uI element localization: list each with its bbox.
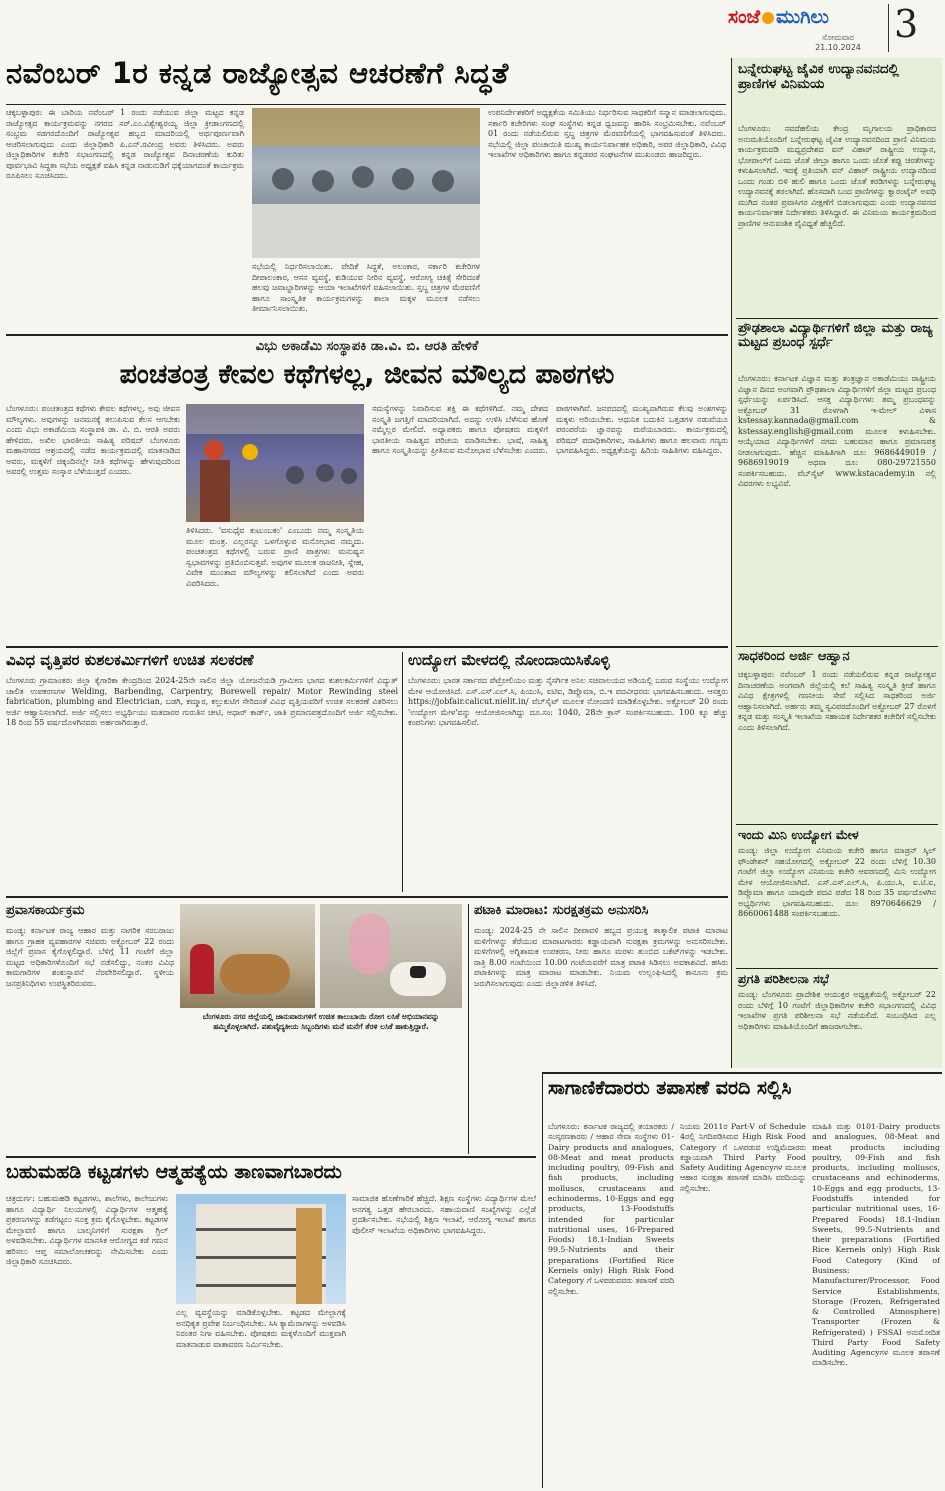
- building-photo: [176, 1194, 346, 1304]
- tour-body: ಮಂಡ್ಯ: ಕರ್ನಾಟಕ ರಾಜ್ಯ ಆಹಾರ ಮತ್ತು ನಾಗರಿಕ ಸರಬರಾಜು ಹಾಗೂ ಗ್ರಾಹಕ ವ್ಯವಹಾರಗಳ ಸಚಿವರು ಅಕ್ಟೋಬರ್ 22 ರಂದು ಜಿಲ್ಲೆಗೆ ಪ್ರವಾಸ ಕೈಗೊಳ್ಳಲಿದ್ದಾರೆ. ಬೆಳಿಗ್ಗೆ 11 ಗಂಟೆಗೆ ಜಿಲ್ಲಾ ಮಟ್ಟದ ಅಧಿಕಾರಿಗಳೊಂದಿಗೆ ಸಭೆ ನಡೆಸಲಿದ್ದು, ನಂತರ ವಿವಿಧ ಕಾಮಗಾರಿಗಳ ಶಂಕುಸ್ಥಾಪನೆ ನೆರವೇರಿಸಲಿದ್ದಾರೆ. ಸ್ಥಳೀಯ ಜನಪ್ರತಿನಿಧಿಗಳು ಉಪಸ್ಥಿತರಿರುವರು.: [6, 926, 174, 988]
- training-body: ಬೆಂಗಳೂರು ಗ್ರಾಮಾಂತರ: ಜಿಲ್ಲಾ ಕೈಗಾರಿಕಾ ಕೇಂದ್ರದಿಂದ 2024-25ನೇ ಸಾಲಿನ ಜಿಲ್ಲಾ ಯೋಜನೆಯಡಿ ಗ್ರಾಮೀಣ ಭಾಗದ ಕುಶಲಕರ್ಮಿಗಳಿಗೆ ವಿದ್ಯುತ್ ಚಾಲಿತ ಉಪಕರಣಗಳ Welding, Barbending, Carpentry, Borewell repair/ Motor Rewinding steel fabrication, plumbing and Electrician, ಬಡಗಿ, ಕಮ್ಮಾರ, ಕಲ್ಲುಕುಟಿಗ ಸೇರಿದಂತೆ ವಿವಿಧ ವೃತ್ತಿಯವರಿಗೆ ಉಚಿತ ಸಲಕರಣೆ ವಿತರಿಸಲು ಅರ್ಜಿ ಆಹ್ವಾನಿಸಲಾಗಿದೆ. ಅರ್ಜಿ ಸಲ್ಲಿಸಲು ಅಭ್ಯರ್ಥಿಯು ಮತದಾರರ ಗುರುತಿನ ಚೀಟಿ, ಆಧಾರ್ ಕಾರ್ಡ್, ಜಾತಿ ಪ್ರಮಾಣಪತ್ರದೊಂದಿಗೆ ಅರ್ಜಿ ಸಲ್ಲಿಸಬೇಕು. 18 ರಿಂದ 55 ವರ್ಷದೊಳಗಿನವರು ಅರ್ಹರಾಗಿರುತ್ತಾರೆ.: [6, 676, 398, 728]
- essay-body: ಬೆಂಗಳೂರು: ಕರ್ನಾಟಕ ವಿಜ್ಞಾನ ಮತ್ತು ತಂತ್ರಜ್ಞಾನ ಅಕಾಡೆಮಿಯು ರಾಷ್ಟ್ರೀಯ ವಿಜ್ಞಾನ ದಿನದ ಅಂಗವಾಗಿ ಪ್ರೌಢಶಾಲಾ ವಿದ್ಯಾರ್ಥಿಗಳಿಗೆ ಜಿಲ್ಲಾ ಮಟ್ಟದ ಪ್ರಬಂಧ ಸ್ಪರ್ಧೆಯನ್ನು ಏರ್ಪಡಿಸಿದೆ. ಆಸಕ್ತ ವಿದ್ಯಾರ್ಥಿಗಳು ತಮ್ಮ ಪ್ರಬಂಧವನ್ನು ಅಕ್ಟೋಬರ್ 31 ರೊಳಗಾಗಿ ಇ-ಮೇಲ್ ವಿಳಾಸ kstessay.kannada@gmail.com & kstessay.english@gmail.com ಮೂಲಕ ಕಳುಹಿಸಬೇಕು. ಆಯ್ಕೆಯಾದ ವಿದ್ಯಾರ್ಥಿಗಳಿಗೆ ನಗದು ಬಹುಮಾನ ಹಾಗೂ ಪ್ರಮಾಣಪತ್ರ ನೀಡಲಾಗುವುದು. ಹೆಚ್ಚಿನ ಮಾಹಿತಿಗಾಗಿ ದೂ: 9686449019 / 9686919019 ಅಥವಾ ದೂ: 080-29721550 ಸಂಪರ್ಕಿಸಬಹುದು. ವೆಬ್‌ಸೈಟ್ www.kstacademy.in ನಲ್ಲಿ ವಿವರಗಳು ಲಭ್ಯವಿವೆ.: [738, 374, 936, 489]
- tour-headline: ಪ್ರವಾಸಕಾರ್ಯಕ್ರಮ: [6, 904, 85, 918]
- progress-headline: ಪ್ರಗತಿ ಪರಿಶೀಲನಾ ಸಭೆ: [738, 972, 829, 986]
- vaccination-photo-right: [320, 904, 462, 1008]
- buildings-col2: ಎಲ್ಲ ವ್ಯವಸ್ಥೆಯನ್ನು ಮಾಡಿಕೊಳ್ಳಬೇಕು. ಕಟ್ಟಡದ ಮೇಲ್ಭಾಗಕ್ಕೆ ಅನಧಿಕೃತ ಪ್ರವೇಶ ನಿರ್ಬಂಧಿಸಬೇಕು. ಸಿಸಿ ಕ್ಯಾಮೆರಾಗಳನ್ನು ಅಳವಡಿಸಿ ನಿರಂತರ ನಿಗಾ ವಹಿಸಬೇಕು. ಪೋಷಕರು ಮಕ್ಕಳೊಂದಿಗೆ ಮುಕ್ತವಾಗಿ ಮಾತನಾಡುವ ವಾತಾವರಣ ನಿರ್ಮಿಸಬೇಕು.: [176, 1308, 346, 1349]
- progress-body: ಮಂಡ್ಯ: ಬೆಂಗಳೂರು ಪ್ರಾದೇಶಿಕ ಆಯುಕ್ತರ ಅಧ್ಯಕ್ಷತೆಯಲ್ಲಿ ಅಕ್ಟೋಬರ್ 22 ರಂದು ಬೆಳಿಗ್ಗೆ 10 ಗಂಟೆಗೆ ಜಿಲ್ಲಾಧಿಕಾರಿಗಳ ಕಚೇರಿ ಸಭಾಂಗಣದಲ್ಲಿ ವಿವಿಧ ಇಲಾಖೆಗಳ ಪ್ರಗತಿ ಪರಿಶೀಲನಾ ಸಭೆ ನಡೆಯಲಿದೆ. ಸಂಬಂಧಿಸಿದ ಎಲ್ಲ ಅಧಿಕಾರಿಗಳು ಮಾಹಿತಿಯೊಂದಿಗೆ ಹಾಜರಾಗಬೇಕು.: [738, 990, 936, 1031]
- essay-headline: ಪ್ರೌಢಶಾಲಾ ವಿದ್ಯಾರ್ಥಿಗಳಿಗೆ ಜಿಲ್ಲಾ ಮತ್ತು ರಾಜ್ಯ ಮಟ್ಟದ ಪ್ರಬಂಧ ಸ್ಪರ್ಧೆ: [738, 322, 933, 351]
- masthead: [728, 4, 940, 54]
- page-number: 3: [894, 2, 919, 46]
- second-col3: ಸಮಸ್ಯೆಗಳನ್ನು ನಿವಾರಿಸುವ ಶಕ್ತಿ ಈ ಕಥೆಗಳಿಗಿದೆ. ನಮ್ಮ ದೇಶದ ಸಂಸ್ಕೃತಿ ಜಗತ್ತಿಗೆ ಮಾದರಿಯಾಗಿದೆ. ಅದನ್ನು ಉಳಿಸಿ ಬೆಳೆಸುವ ಹೊಣೆ ನಮ್ಮೆಲ್ಲರ ಮೇಲಿದೆ. ಅಧ್ಯಾಪಕರು ಹಾಗೂ ಪೋಷಕರು ಮಕ್ಕಳಿಗೆ ಭಾರತೀಯ ಸಾಹಿತ್ಯದ ಪರಿಚಯ ಮಾಡಿಸಬೇಕು. ಭಾಷೆ, ಸಾಹಿತ್ಯ ಹಾಗೂ ಸಂಸ್ಕೃತಿಯನ್ನು ಪ್ರೀತಿಸುವ ಮನೋಭಾವ ಬೆಳೆಸಬೇಕು ಎಂದರು.: [372, 404, 548, 456]
- lead-meeting-photo: [252, 108, 480, 258]
- crackers-body: ಮಂಡ್ಯ: 2024-25 ನೇ ಸಾಲಿನ ದೀಪಾವಳಿ ಹಬ್ಬದ ಪ್ರಯುಕ್ತ ತಾತ್ಕಾಲಿಕ ಪಟಾಕಿ ಮಾರಾಟ ಮಳಿಗೆಗಳನ್ನು ತೆರೆಯುವ ಮಾರಾಟಗಾರರು ಕಡ್ಡಾಯವಾಗಿ ಸುರಕ್ಷತಾ ಕ್ರಮಗಳನ್ನು ಅನುಸರಿಸಬೇಕು. ಮಳಿಗೆಗಳಲ್ಲಿ ಅಗ್ನಿಶಾಮಕ ಉಪಕರಣ, ನೀರು ಹಾಗೂ ಮರಳು ತುಂಬಿದ ಬಕೆಟ್‌ಗಳನ್ನು ಇಡಬೇಕು. ರಾತ್ರಿ 8.00 ಗಂಟೆಯಿಂದ 10.00 ಗಂಟೆಯವರೆಗೆ ಮಾತ್ರ ಪಟಾಕಿ ಸಿಡಿಸಲು ಅವಕಾಶವಿದೆ. ಹಸಿರು ಪಟಾಕಿಗಳನ್ನು ಮಾತ್ರ ಮಾರಾಟ ಮಾಡಬೇಕು. ನಿಯಮ ಉಲ್ಲಂಘಿಸಿದಲ್ಲಿ ಕಾನೂನು ಕ್ರಮ ಜರುಗಿಸಲಾಗುವುದು ಎಂದು ಜಿಲ್ಲಾಡಳಿತ ತಿಳಿಸಿದೆ.: [474, 926, 728, 988]
- food-col3: ಮಾಹಿತಿ ಮತ್ತು 0101-Dairy products and analogues, 08-Meat and meat products including poultry, 09-Fish and fish products, including molluscs, crustaceans and echinoderms, 10-Eggs and egg products, 13-Foodstuffs intended for particular nutritional uses, 16-Prepared Foods) 18.1-Indian Sweets, 99.5-Nutrients and their preparations (Fortified Rice Kernels only) High Risk Food Category (Kind of Business: Manufacturer/Processor, Food Service Establishments, Storage (Frozen, Refrigerated & Controlled Atmosphere) Transporter (Frozen & Refrigerated) ) FSSAI ಅನುಮೋದಿತ Third Party Food Safety Auditing Agencyಗಳ ಮೂಲಕ ತಪಾಸಣೆ ಮಾಡಿಸಬೇಕು.: [812, 1122, 940, 1368]
- register-body: ಬೆಂಗಳೂರು: ಭಾರತ ಸರ್ಕಾರದ ಪೆಟ್ರೋಲಿಯಂ ಮತ್ತು ನೈಸರ್ಗಿಕ ಅನಿಲ ಸಚಿವಾಲಯದ ಅಡಿಯಲ್ಲಿ ಬರುವ ಸಂಸ್ಥೆಯು ಉದ್ಯೋಗ ಮೇಳ ಆಯೋಜಿಸಿದೆ. ಎಸ್.ಎಸ್.ಎಲ್.ಸಿ, ಪಿಯುಸಿ, ಐಟಿಐ, ಡಿಪ್ಲೊಮಾ, ಬಿ.ಇ ಪದವೀಧರರು ಭಾಗವಹಿಸಬಹುದು. ಆಸಕ್ತರು https://jobfair.calicut.nielit.in/ ವೆಬ್‌ಸೈಟ್ ಮೂಲಕ ನೋಂದಣಿ ಮಾಡಿಕೊಳ್ಳಬೇಕು. ಅಕ್ಟೋಬರ್ 20 ರಂದು 'ಉದ್ಯೋಗ ಮೇಳ'ವನ್ನು ಆಯೋಜಿಸಲಾಗಿದ್ದು ದೂ.ಸಂ: 1040, 28ನೇ ಕ್ರಾಸ್ ಸಂಪರ್ಕಿಸಬಹುದು. 100 ಕ್ಕೂ ಹೆಚ್ಚು ಕಂಪನಿಗಳು ಭಾಗವಹಿಸಲಿವೆ.: [408, 676, 728, 728]
- buildings-col3: ಸಾಮಾಜಿಕ ಹೊಣೆಗಾರಿಕೆ ಹೆಚ್ಚಿದೆ. ಶಿಕ್ಷಣ ಸಂಸ್ಥೆಗಳು ವಿದ್ಯಾರ್ಥಿಗಳ ಮೇಲೆ ಅನಗತ್ಯ ಒತ್ತಡ ಹೇರಬಾರದು. ಸಹಾಯವಾಣಿ ಸಂಖ್ಯೆಗಳನ್ನು ಎಲ್ಲೆಡೆ ಪ್ರದರ್ಶಿಸಬೇಕು. ಸಭೆಯಲ್ಲಿ ಶಿಕ್ಷಣ ಇಲಾಖೆ, ಆರೋಗ್ಯ ಇಲಾಖೆ ಹಾಗೂ ಪೊಲೀಸ್ ಇಲಾಖೆಯ ಅಧಿಕಾರಿಗಳು ಭಾಗವಹಿಸಿದ್ದರು.: [352, 1194, 536, 1235]
- second-col4: ಪಾಠಗಳಾಗಿವೆ. ಜನಪದದಲ್ಲಿ ಮುಖ್ಯವಾಗಿರುವ ಕೆಲವು ಅಂಶಗಳನ್ನು ಮಕ್ಕಳು ಅರಿಯಬೇಕು. ಆಧುನಿಕ ಬದುಕಿನ ಒತ್ತಡಗಳ ನಡುವೆಯೂ ಪರಂಪರೆಯ ಜ್ಞಾನವನ್ನು ಮರೆಯಬಾರದು. ಕಾರ್ಯಕ್ರಮದಲ್ಲಿ ಪರಿಷದ್ ಪದಾಧಿಕಾರಿಗಳು, ಸಾಹಿತಿಗಳು ಹಾಗೂ ಹಲವಾರು ಗಣ್ಯರು ಭಾಗವಹಿಸಿದ್ದರು. ಅಧ್ಯಕ್ಷತೆಯನ್ನು ಹಿರಿಯ ಸಾಹಿತಿಗಳು ವಹಿಸಿದ್ದರು.: [556, 404, 728, 456]
- logo-sanje: ಸಂಜೆ: [728, 6, 761, 28]
- minijob-headline: ಇಂದು ಮಿನಿ ಉದ್ಯೋಗ ಮೇಳ: [738, 828, 859, 842]
- vaccination-photo-left: [180, 904, 315, 1008]
- masthead-logo: [728, 6, 886, 32]
- sun-icon: [762, 12, 774, 24]
- buildings-col1: ಚಿತ್ರದುರ್ಗ: ಬಹುಮಹಡಿ ಕಟ್ಟಡಗಳು, ಶಾಲೆಗಳು, ಕಾಲೇಜುಗಳು ಹಾಗೂ ವಿದ್ಯಾರ್ಥಿ ನಿಲಯಗಳಲ್ಲಿ ವಿದ್ಯಾರ್ಥಿಗಳ ಆತ್ಮಹತ್ಯೆ ಪ್ರಕರಣಗಳನ್ನು ತಡೆಗಟ್ಟಲು ಸೂಕ್ತ ಕ್ರಮ ಕೈಗೊಳ್ಳಬೇಕು. ಕಟ್ಟಡಗಳ ಮೇಲ್ಛಾವಣಿ ಹಾಗೂ ಬಾಲ್ಕನಿಗಳಿಗೆ ಸುರಕ್ಷತಾ ಗ್ರಿಲ್ ಅಳವಡಿಸಬೇಕು. ವಿದ್ಯಾರ್ಥಿಗಳ ಮಾನಸಿಕ ಆರೋಗ್ಯದ ಕಡೆ ಗಮನ ಹರಿಸಲು ಆಪ್ತ ಸಮಾಲೋಚಕರನ್ನು ನೇಮಿಸಬೇಕು ಎಂದು ಜಿಲ್ಲಾಧಿಕಾರಿ ಸೂಚಿಸಿದರು.: [6, 1194, 168, 1267]
- photo-caption: ಬೆಂಗಳೂರು ನಗರ ಜಿಲ್ಲೆಯಲ್ಲಿ ಜಾನುವಾರುಗಳಿಗೆ ಉಚಿತ ಕಾಲುಬಾಯಿ ರೋಗ ಲಸಿಕೆ ಅಭಿಯಾನವನ್ನು ಹಮ್ಮಿಕೊಳ್ಳಲಾಗಿದೆ. ಪಶುವೈದ್ಯಕೀಯ ಸಿಬ್ಬಂದಿಗಳು ಮನೆ ಮನೆಗೆ ತೆರಳಿ ಲಸಿಕೆ ಹಾಕುತ್ತಿದ್ದಾರೆ.: [202, 1012, 440, 1031]
- register-headline: ಉದ್ಯೋಗ ಮೇಳದಲ್ಲಿ ನೋಂದಾಯಿಸಿಕೊಳ್ಳಿ: [408, 652, 610, 669]
- minijob-body: ಮಂಡ್ಯ: ಜಿಲ್ಲಾ ಉದ್ಯೋಗ ವಿನಿಮಯ ಕಚೇರಿ ಹಾಗೂ ಮಾಡ್ರನ್ ಸ್ಕಿಲ್ ಫೌಂಡೇಶನ್ ಸಹಯೋಗದಲ್ಲಿ ಅಕ್ಟೋಬರ್ 22 ರಂದು ಬೆಳಿಗ್ಗೆ 10.30 ಗಂಟೆಗೆ ಜಿಲ್ಲಾ ಉದ್ಯೋಗ ವಿನಿಮಯ ಕಚೇರಿ ಆವರಣದಲ್ಲಿ ಮಿನಿ ಉದ್ಯೋಗ ಮೇಳ ಆಯೋಜಿಸಲಾಗಿದೆ. ಎಸ್.ಎಸ್.ಎಲ್.ಸಿ, ಪಿ.ಯು.ಸಿ, ಐ.ಟಿ.ಐ, ಡಿಪ್ಲೊಮಾ ಹಾಗೂ ಯಾವುದೇ ಪದವಿ ಪಡೆದ 18 ರಿಂದ 35 ವರ್ಷದೊಳಗಿನ ಅಭ್ಯರ್ಥಿಗಳು ಭಾಗವಹಿಸಬಹುದು. ದೂ: 8970646629 / 8660061488 ಸಂಪರ್ಕಿಸಬಹುದು.: [738, 846, 936, 919]
- second-kicker: ವಿಭು ಅಕಾಡೆಮಿ ಸಂಸ್ಥಾಪಕಿ ಡಾ.ವಿ. ಬಿ. ಆರತಿ ಹೇಳಿಕೆ: [255, 339, 479, 354]
- applications-headline: ಸಾಧಕರಿಂದ ಅರ್ಜಿ ಆಹ್ವಾನ: [738, 650, 850, 664]
- lead-headline: ನವೆಂಬರ್ 1ರ ಕನ್ನಡ ರಾಜ್ಯೋತ್ಸವ ಆಚರಣೆಗೆ ಸಿದ್ಧತೆ: [6, 58, 509, 90]
- second-headline: ಪಂಚತಂತ್ರ ಕೇವಲ ಕಥೆಗಳಲ್ಲ, ಜೀವನ ಮೌಲ್ಯದ ಪಾಠಗಳು: [119, 360, 615, 390]
- lead-col2: ಸಭೆಯಲ್ಲಿ ನಿರ್ಧರಿಸಲಾಯಿತು. ವೇದಿಕೆ ಸಿದ್ಧತೆ, ಅಲಂಕಾರ, ಸರ್ಕಾರಿ ಕಚೇರಿಗಳ ದೀಪಾಲಂಕಾರ, ಆಸನ ವ್ಯವಸ್ಥೆ, ಕುಡಿಯುವ ನೀರಿನ ವ್ಯವಸ್ಥೆ, ಆರೋಗ್ಯ ಚಿಕಿತ್ಸೆ ಸೇರಿದಂತೆ ಹಲವು ಜವಾಬ್ದಾರಿಗಳನ್ನು ಆಯಾ ಇಲಾಖೆಗಳಿಗೆ ವಹಿಸಲಾಯಿತು. ಸ್ತಬ್ಧ ಚಿತ್ರಗಳ ಮೆರವಣಿಗೆ ಹಾಗೂ ಸಾಂಸ್ಕೃತಿಕ ಕಾರ್ಯಕ್ರಮಗಳನ್ನು ಶಾಲಾ ಮಕ್ಕಳ ಮೂಲಕ ನಡೆಸಲು ತೀರ್ಮಾನಿಸಲಾಯಿತು.: [252, 262, 480, 314]
- panchatantra-stage-photo: [186, 404, 364, 522]
- applications-body: ಚಿಕ್ಕಬಳ್ಳಾಪುರ: ನವೆಂಬರ್ 1 ರಂದು ನಡೆಯಲಿರುವ ಕನ್ನಡ ರಾಜ್ಯೋತ್ಸವ ದಿನಾಚರಣೆಯ ಅಂಗವಾಗಿ ಜಿಲ್ಲೆಯಲ್ಲಿ ಕಲೆ ಸಾಹಿತ್ಯ ಸಂಸ್ಕೃತಿ ಕ್ರೀಡೆ ಹಾಗೂ ವಿವಿಧ ಕ್ಷೇತ್ರಗಳಲ್ಲಿ ಗಣನೀಯ ಸೇವೆ ಸಲ್ಲಿಸಿದ ಸಾಧಕರಿಂದ ಅರ್ಜಿ ಆಹ್ವಾನಿಸಲಾಗಿದೆ. ಅರ್ಹರು ತಮ್ಮ ಸ್ವವಿವರದೊಂದಿಗೆ ಅಕ್ಟೋಬರ್ 27 ರೊಳಗೆ ಕನ್ನಡ ಮತ್ತು ಸಂಸ್ಕೃತಿ ಇಲಾಖೆಯ ಸಹಾಯಕ ನಿರ್ದೇಶಕರ ಕಚೇರಿಗೆ ಸಲ್ಲಿಸಬೇಕು ಎಂದು ತಿಳಿಸಲಾಗಿದೆ.: [738, 670, 936, 732]
- lead-col1: ಚಿಕ್ಕಬಳ್ಳಾಪುರ: ಈ ಬಾರಿಯ ನವೆಂಬರ್ 1 ರಂದು ನಡೆಯುವ ಜಿಲ್ಲಾ ಮಟ್ಟದ ಕನ್ನಡ ರಾಜ್ಯೋತ್ಸವ ಕಾರ್ಯಕ್ರಮವನ್ನು ನಗರದ ಸರ್.ಎಂ.ವಿಶ್ವೇಶ್ವರಯ್ಯ ಜಿಲ್ಲಾ ಕ್ರೀಡಾಂಗಣದಲ್ಲಿ ಸಂಭ್ರಮ ಸಡಗರದೊಂದಿಗೆ ರಾಜ್ಯೋತ್ಸವ ಹಬ್ಬದ ಮಾದರಿಯಲ್ಲಿ ಅರ್ಥಪೂರ್ಣವಾಗಿ ಆಚರಿಸಲಾಗುವುದು ಎಂದು ಜಿಲ್ಲಾಧಿಕಾರಿ ಪಿ.ಎನ್.ರವೀಂದ್ರ ಅವರು ತಿಳಿಸಿದರು. ಅವರು ಜಿಲ್ಲಾಧಿಕಾರಿಗಳ ಕಚೇರಿ ಸಭಾಂಗಣದಲ್ಲಿ ಕನ್ನಡ ರಾಜ್ಯೋತ್ಸವ ದಿನಾಚರಣೆಯ ಕುರಿತು ಪೂರ್ವಭಾವಿ ಸಿದ್ಧತಾ ಸಭೆಯ ಅಧ್ಯಕ್ಷತೆ ವಹಿಸಿ ಕನ್ನಡ ನಾಡುನುಡಿಗೆ ಧಕ್ಕೆಯಾಗದಂತೆ ಕಾರ್ಯಕ್ರಮ ರೂಪಿಸಲು ಸೂಚಿಸಿದರು.: [6, 108, 244, 181]
- food-col1: ಬೆಂಗಳೂರು: ಕರ್ನಾಟಕ ರಾಜ್ಯದಲ್ಲಿ ತಯಾರಕರು / ಸಂಸ್ಕರಣಕಾರರು / ಆಹಾರ ಸೇವಾ ಸಂಸ್ಥೆಗಳು 01-Dairy products and analogues, 08-Meat and meat products including poultry, 09-Fish and fish products, including molluscs, crustaceans and echinoderms, 10-Eggs and egg products, 13-Foodstuffs intended for particular nutritional uses, 16-Prepared Foods) 18.1-Indian Sweets 99.5-Nutrients and their preparations (Fortified Rice Kernels only) High Risk Food Category ಗೆ ಒಳಪಡುವವರು ತಪಾಸಣೆ ವರದಿ ಸಲ್ಲಿಸಬೇಕು.: [548, 1122, 674, 1296]
- food-col2: ನಿಯಮ 2011ರ Part-V of Schedule 4ರಲ್ಲಿ ನಿಗದಿಪಡಿಸಿರುವ High Risk Food Category ಗೆ ಒಳಪಡುವ ಉದ್ದಿಮೆದಾರರು ಕಡ್ಡಾಯವಾಗಿ Third Party Food Safety Auditing Agencyಗಳ ಮೂಲಕ ಆಹಾರ ಸುರಕ್ಷತಾ ತಪಾಸಣೆ ಮಾಡಿಸಿ ವರದಿಯನ್ನು ಸಲ್ಲಿಸಬೇಕು.: [680, 1122, 806, 1193]
- logo-mugilu: ಮುಗಿಲು: [776, 6, 829, 28]
- second-col2: ತಿಳಿಸಿದರು. 'ವಸುಧೈವ ಕುಟುಂಬಕಂ' ಎಂಬುದು ನಮ್ಮ ಸಂಸ್ಕೃತಿಯ ಮೂಲ ಮಂತ್ರ. ಎಲ್ಲರನ್ನೂ ಒಳಗೊಳ್ಳುವ ಮನೋಭಾವ ನಮ್ಮದು. ಪಂಚತಂತ್ರದ ಕಥೆಗಳಲ್ಲಿ ಬರುವ ಪ್ರಾಣಿ ಪಾತ್ರಗಳು ಮನುಷ್ಯನ ಸ್ವಭಾವಗಳನ್ನು ಪ್ರತಿಬಿಂಬಿಸುತ್ತವೆ. ಅವುಗಳ ಮೂಲಕ ರಾಜನೀತಿ, ಸ್ನೇಹ, ವಿವೇಕ ಮುಂತಾದ ಮೌಲ್ಯಗಳನ್ನು ಕಲಿಸಲಾಗಿದೆ ಎಂದು ಅವರು ವಿವರಿಸಿದರು.: [186, 526, 364, 588]
- masthead-date: 21.10.2024: [815, 43, 861, 52]
- crackers-headline: ಪಟಾಕಿ ಮಾರಾಟ: ಸುರಕ್ಷತಕ್ರಮ ಅನುಸರಿಸಿ: [474, 904, 649, 918]
- masthead-day: ಸೋಮವಾರ: [822, 33, 854, 42]
- zoo-body: ಬೆಂಗಳೂರು: ನವದೆಹಲಿಯ ಕೇಂದ್ರ ಮೃಗಾಲಯ ಪ್ರಾಧಿಕಾರದ ಅನುಮತಿಯೊಂದಿಗೆ ಬನ್ನೇರುಘಟ್ಟ ಜೈವಿಕ ಉದ್ಯಾನವನದಿಂದ ಪ್ರಾಣಿ ವಿನಿಮಯ ಕಾರ್ಯಕ್ರಮದಡಿ ಮಧ್ಯಪ್ರದೇಶದ ವನ್ ವಿಹಾರ್ ರಾಷ್ಟ್ರೀಯ ಉದ್ಯಾನ, ಭೋಪಾಲ್‌ಗೆ ಒಂದು ಜೊತೆ ಜೀಬ್ರಾ ಹಾಗೂ ಒಂದು ಜೊತೆ ಕಪ್ಪು ಚಿರತೆಗಳನ್ನು ಕಳುಹಿಸಲಾಗಿದೆ. ಇದಕ್ಕೆ ಪ್ರತಿಯಾಗಿ ವನ್ ವಿಹಾರ್ ರಾಷ್ಟ್ರೀಯ ಉದ್ಯಾನದಿಂದ ಒಂದು ಗಂಡು ಬಿಳಿ ಹುಲಿ ಹಾಗೂ ಒಂದು ಜೊತೆ ಕರಡಿಗಳನ್ನು ಬನ್ನೇರುಘಟ್ಟ ಉದ್ಯಾನವನಕ್ಕೆ ತರಲಾಗಿದೆ. ಹೊಸದಾಗಿ ಬಂದ ಪ್ರಾಣಿಗಳನ್ನು ಕ್ವಾರಂಟೈನ್ ಅವಧಿ ಮುಗಿದ ನಂತರ ಪ್ರವಾಸಿಗರ ವೀಕ್ಷಣೆಗೆ ಬಿಡಲಾಗುವುದು ಎಂದು ಉದ್ಯಾನವನದ ಕಾರ್ಯನಿರ್ವಾಹಕ ನಿರ್ದೇಶಕರು ತಿಳಿಸಿದ್ದಾರೆ. ಈ ವಿನಿಮಯ ಕಾರ್ಯಕ್ರಮದಿಂದ ಪ್ರಾಣಿಗಳ ಆನುವಂಶಿಕ ವೈವಿಧ್ಯತೆ ಹೆಚ್ಚಲಿದೆ.: [738, 124, 936, 228]
- training-headline: ವಿವಿಧ ವೃತ್ತಿಪರ ಕುಶಲಕರ್ಮಿಗಳಿಗೆ ಉಚಿತ ಸಲಕರಣೆ: [6, 652, 254, 669]
- buildings-headline: ಬಹುಮಹಡಿ ಕಟ್ಟಡಗಳು ಆತ್ಮಹತ್ಯೆಯ ತಾಣವಾಗಬಾರದು: [6, 1162, 342, 1183]
- zoo-headline: ಬನ್ನೇರುಘಟ್ಟ ಜೈವಿಕ ಉದ್ಯಾನವನದಲ್ಲಿ ಪ್ರಾಣಿಗಳ ವಿನಿಮಯ: [738, 62, 899, 92]
- second-col1: ಬೆಂಗಳೂರು: ಪಂಚತಂತ್ರದ ಕಥೆಗಳು ಕೇವಲ ಕಥೆಗಳಲ್ಲ, ಅವು ಜೀವನ ಮೌಲ್ಯಗಳು. ಅವುಗಳನ್ನು ಜನಮನಕ್ಕೆ ತಲುಪಿಸುವ ಕೆಲಸ ಆಗಬೇಕು ಎಂದು ವಿಭು ಅಕಾಡೆಮಿಯ ಸಂಸ್ಥಾಪಕಿ ಡಾ. ವಿ. ಬಿ. ಆರತಿ ಅವರು ಹೇಳಿದರು. ಅಖಿಲ ಭಾರತೀಯ ಸಾಹಿತ್ಯ ಪರಿಷದ್ ಬೆಂಗಳೂರು ಮಹಾನಗರದ ಆಶ್ರಯದಲ್ಲಿ ನಡೆದ ಕಾರ್ಯಕ್ರಮದಲ್ಲಿ ಮಾತನಾಡಿದ ಅವರು, ಮಕ್ಕಳಿಗೆ ಚಿಕ್ಕಂದಿನಲ್ಲೇ ನೀತಿ ಕಥೆಗಳನ್ನು ಹೇಳುವುದರಿಂದ ಅವರಲ್ಲಿ ಉತ್ತಮ ಸಂಸ್ಕಾರ ಬೆಳೆಯುತ್ತದೆ ಎಂದರು.: [6, 404, 180, 477]
- lead-col3: ಉಪನಿರ್ದೇಶಕರಿಗೆ ಅಧ್ಯಕ್ಷತೆಯ ಸಮಿತಿಯು ನಿರ್ಧರಿಸುವ ಸಾಧಕರಿಗೆ ಸನ್ಮಾನ ಮಾಡಲಾಗುವುದು. ಸರ್ಕಾರಿ ಕಚೇರಿಗಳು ಸಂಘ ಸಂಸ್ಥೆಗಳು ಕನ್ನಡ ಧ್ವಜವನ್ನು ಹಾರಿಸಿ ಸಂಭ್ರಮಿಸಬೇಕು. ನವೆಂಬರ್ 01 ರಂದು ನಡೆಯಲಿರುವ ಸ್ತಬ್ಧ ಚಿತ್ರಗಳ ಮೆರವಣಿಗೆಯಲ್ಲಿ ಭಾಗವಹಿಸುವಂತೆ ತಿಳಿಸಿದರು. ಸಭೆಯಲ್ಲಿ ಜಿಲ್ಲಾ ಪಂಚಾಯಿತಿ ಮುಖ್ಯ ಕಾರ್ಯನಿರ್ವಾಹಕ ಅಧಿಕಾರಿ, ಅಪರ ಜಿಲ್ಲಾಧಿಕಾರಿ, ವಿವಿಧ ಇಲಾಖೆಗಳ ಅಧಿಕಾರಿಗಳು ಹಾಗೂ ಕನ್ನಡಪರ ಸಂಘಟನೆಗಳ ಮುಖಂಡರು ಹಾಜರಿದ್ದರು.: [488, 108, 726, 160]
- food-headline: ಸಾಗಾಣಿಕೆದಾರರು ತಪಾಸಣೆ ವರದಿ ಸಲ್ಲಿಸಿ: [548, 1078, 792, 1099]
